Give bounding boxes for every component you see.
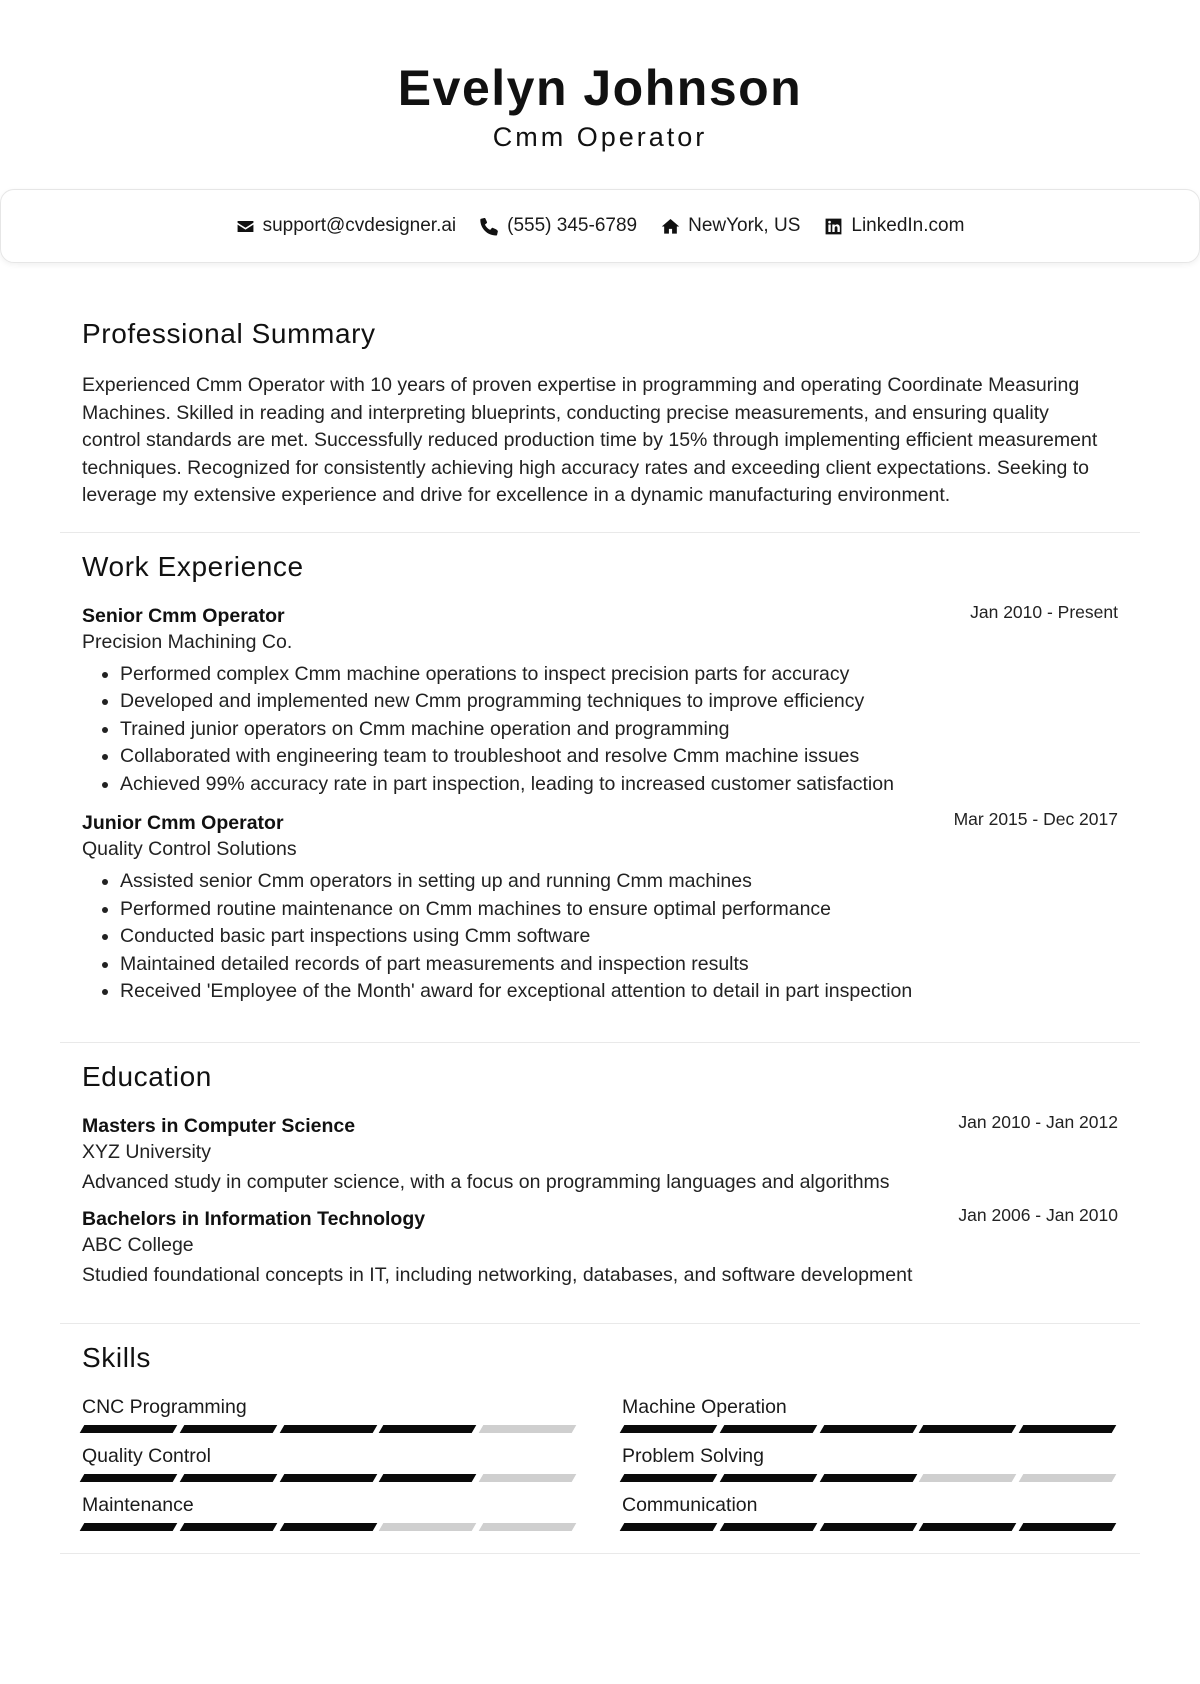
list-item: • Trained junior operators on Cmm machine operation and programming: [120, 716, 1118, 744]
envelope-icon: [236, 217, 255, 236]
skill-level-segment-filled: [279, 1523, 376, 1531]
skill-level-segment-filled: [620, 1523, 717, 1531]
skill-level-segment-empty: [379, 1523, 476, 1531]
skill-level-segment-filled: [179, 1474, 276, 1482]
job-bullets: [82, 661, 1118, 799]
job-role: Junior Cmm Operator: [82, 812, 284, 834]
skill-item: [82, 1445, 574, 1482]
skill-level-segment-filled: [80, 1523, 177, 1531]
skill-level-bar: [622, 1474, 1114, 1482]
resume-content: [60, 300, 1140, 1554]
skill-name: Machine Operation: [622, 1395, 787, 1418]
list-item: • Assisted senior Cmm operators in setting up and running Cmm machines: [120, 868, 1118, 896]
contact-phone[interactable]: [480, 215, 637, 237]
email-text: support@cvdesigner.ai: [262, 215, 457, 236]
list-item: • Performed complex Cmm machine operations to inspect precision parts for accuracy: [120, 661, 1118, 689]
experience-heading: Work Experience: [82, 550, 304, 582]
skill-item: [82, 1494, 574, 1531]
job-dates: Mar 2015 - Dec 2017: [953, 809, 1118, 829]
candidate-name: Evelyn Johnson: [397, 60, 803, 116]
education-section: [60, 1043, 1140, 1324]
skill-level-segment-filled: [919, 1523, 1016, 1531]
summary-heading: Professional Summary: [82, 318, 376, 349]
skill-level-segment-filled: [819, 1425, 916, 1433]
job-company: Precision Machining Co.: [82, 630, 293, 653]
linkedin-text: LinkedIn.com: [851, 215, 965, 236]
skill-item: [622, 1494, 1114, 1531]
list-item: • Collaborated with engineering team to troubleshoot and resolve Cmm machine issues: [120, 743, 1118, 771]
home-icon: [661, 217, 680, 236]
education-dates: Jan 2006 - Jan 2010: [958, 1204, 1118, 1225]
skill-level-segment-empty: [1019, 1474, 1116, 1482]
summary-section: [60, 300, 1140, 533]
degree-name: Masters in Computer Science: [82, 1114, 356, 1137]
job-company: Quality Control Solutions: [82, 838, 297, 860]
location-text: NewYork, US: [688, 215, 801, 236]
list-item: • Developed and implemented new Cmm programming techniques to improve efficiency: [120, 688, 1118, 716]
skill-level-segment-filled: [620, 1474, 717, 1482]
school-name: XYZ University: [82, 1140, 211, 1163]
contact-location[interactable]: [661, 215, 800, 237]
skill-level-segment-filled: [719, 1474, 816, 1482]
skill-level-bar: [82, 1523, 574, 1531]
education-entry: [82, 1204, 1118, 1287]
experience-section: [60, 533, 1140, 1043]
job-entry: [82, 809, 1118, 1006]
skill-level-segment-empty: [479, 1474, 576, 1482]
skills-section: [60, 1324, 1140, 1554]
skill-name: Maintenance: [82, 1493, 194, 1516]
degree-name: Bachelors in Information Technology: [82, 1207, 426, 1230]
skill-level-segment-filled: [819, 1523, 916, 1531]
skill-level-segment-filled: [719, 1425, 816, 1433]
skill-level-segment-empty: [919, 1474, 1016, 1482]
school-name: ABC College: [82, 1233, 194, 1256]
job-entry: [82, 601, 1118, 799]
skill-level-segment-filled: [80, 1474, 177, 1482]
list-item: • Performed routine maintenance on Cmm machines to ensure optimal performance: [120, 896, 1118, 924]
resume-header: [0, 0, 1200, 154]
skill-level-segment-filled: [919, 1425, 1016, 1433]
skill-item: [622, 1445, 1114, 1482]
skill-level-segment-filled: [379, 1474, 476, 1482]
skill-level-segment-empty: [479, 1425, 576, 1433]
skill-level-segment-filled: [819, 1474, 916, 1482]
education-description: Advanced study in computer science, with a focus on programming languages and algorithms: [82, 1170, 890, 1193]
contact-email[interactable]: [236, 215, 457, 237]
skill-name: CNC Programming: [82, 1395, 247, 1418]
skill-name: Quality Control: [82, 1444, 211, 1467]
skills-grid: [82, 1396, 1118, 1531]
skill-level-segment-filled: [179, 1523, 276, 1531]
summary-text: Experienced Cmm Operator with 10 years of proven expertise in programming and operating Coordinate Measuring Machines. Skilled in reading and interpreting blueprints, conducting precise measurements, and ensuring quality control standards are met. Successfully reduced production time by 15% through implementing efficient measurement techniques. Recognized for consistently achieving high accuracy rates and exceeding client expectations. Seeking to leverage my extensive experience and drive for excellence in a dynamic manufacturing environment.: [82, 374, 1098, 506]
list-item: • Conducted basic part inspections using Cmm software: [120, 923, 1118, 951]
skill-level-bar: [82, 1474, 574, 1482]
job-bullets: [82, 868, 1118, 1006]
skill-level-segment-filled: [719, 1523, 816, 1531]
skill-name: Communication: [622, 1493, 758, 1516]
education-dates: Jan 2010 - Jan 2012: [958, 1111, 1118, 1132]
contact-linkedin[interactable]: [824, 215, 964, 237]
skill-level-segment-filled: [179, 1425, 276, 1433]
skill-level-segment-filled: [379, 1425, 476, 1433]
skill-level-bar: [622, 1523, 1114, 1531]
skill-name: Problem Solving: [622, 1444, 764, 1467]
phone-text: (555) 345-6789: [507, 215, 638, 236]
list-item: • Achieved 99% accuracy rate in part inspection, leading to increased customer satisfaction: [120, 771, 1118, 799]
skill-level-segment-filled: [1019, 1523, 1116, 1531]
skill-item: [622, 1396, 1114, 1433]
job-role: Senior Cmm Operator: [82, 604, 285, 627]
skill-level-bar: [622, 1425, 1114, 1433]
education-description: Studied foundational concepts in IT, including networking, databases, and software development: [82, 1263, 913, 1286]
contact-bar: [0, 189, 1200, 263]
skill-level-segment-filled: [279, 1474, 376, 1482]
education-entry: [82, 1111, 1118, 1194]
education-heading: Education: [82, 1060, 212, 1092]
phone-icon: [480, 217, 499, 236]
linkedin-icon: [824, 217, 843, 236]
skill-level-bar: [82, 1425, 574, 1433]
job-dates: Jan 2010 - Present: [970, 601, 1118, 622]
skill-level-segment-filled: [80, 1425, 177, 1433]
list-item: • Maintained detailed records of part measurements and inspection results: [120, 951, 1118, 979]
skill-item: [82, 1396, 574, 1433]
list-item: • Received 'Employee of the Month' award for exceptional attention to detail in part inspection: [120, 978, 1118, 1006]
skill-level-segment-filled: [279, 1425, 376, 1433]
job-title: Cmm Operator: [492, 122, 708, 152]
skills-heading: Skills: [82, 1341, 151, 1373]
skill-level-segment-filled: [620, 1425, 717, 1433]
skill-level-segment-filled: [1019, 1425, 1116, 1433]
skill-level-segment-empty: [479, 1523, 576, 1531]
